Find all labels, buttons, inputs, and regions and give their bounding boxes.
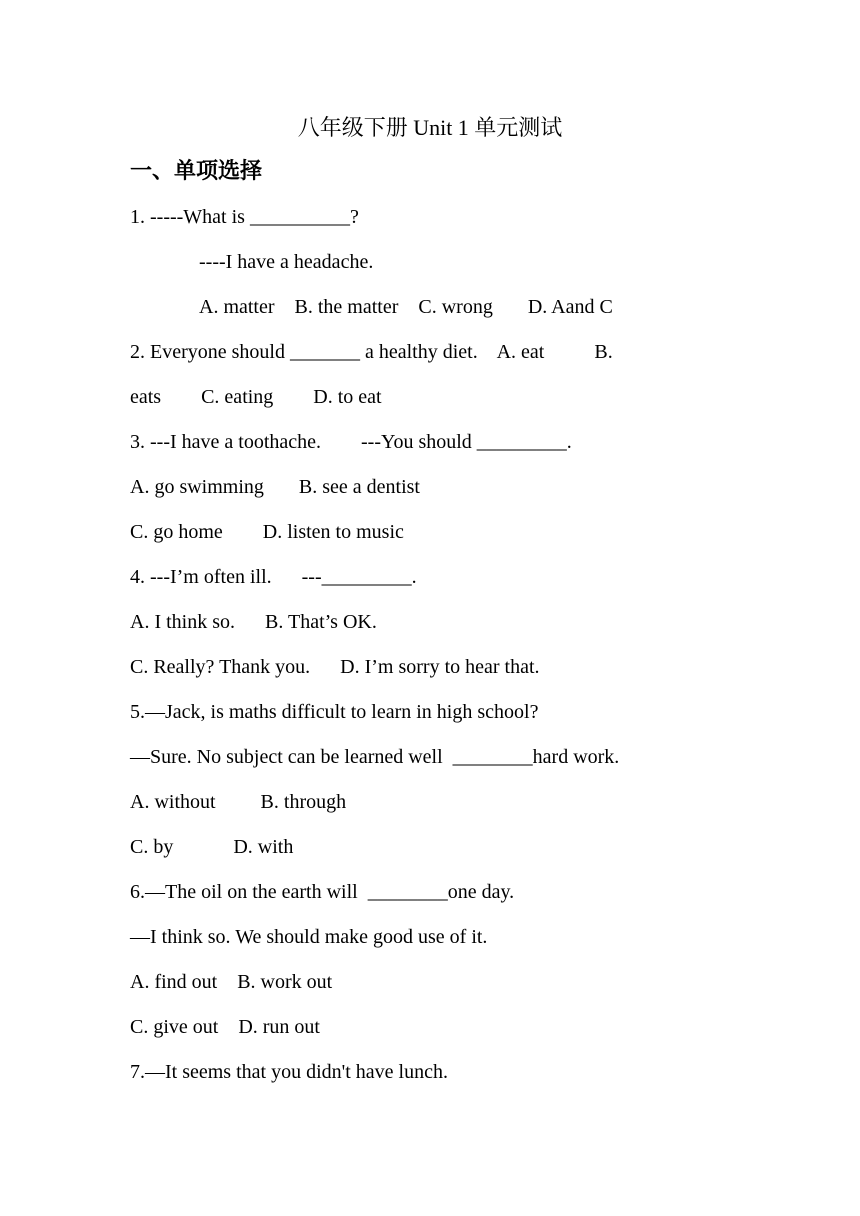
question-6-options-a-b: A. find out B. work out: [130, 971, 333, 993]
question-1-options: A. matter B. the matter C. wrong D. Aand C: [199, 296, 613, 318]
question-4-options-a-b: A. I think so. B. That’s OK.: [130, 611, 377, 633]
question-3-options-a-b: A. go swimming B. see a dentist: [130, 476, 420, 498]
question-1-stem: 1. -----What is __________?: [130, 206, 359, 228]
question-6-options-c-d: C. give out D. run out: [130, 1016, 320, 1038]
question-6-reply: —I think so. We should make good use of it.: [130, 926, 488, 948]
question-2-options: eats C. eating D. to eat: [130, 386, 382, 408]
question-2-stem: 2. Everyone should _______ a healthy diet. A. eat B.: [130, 341, 613, 363]
question-5-options-a-b: A. without B. through: [130, 791, 347, 813]
question-5-reply: —Sure. No subject can be learned well ________hard work.: [130, 746, 620, 768]
question-5-options-c-d: C. by D. with: [130, 836, 294, 858]
question-7-stem: 7.—It seems that you didn't have lunch.: [130, 1061, 448, 1083]
question-3-stem: 3. ---I have a toothache. ---You should _________.: [130, 431, 572, 453]
question-3-options-c-d: C. go home D. listen to music: [130, 521, 404, 543]
question-5-stem: 5.—Jack, is maths difficult to learn in high school?: [130, 701, 539, 723]
question-6-stem: 6.—The oil on the earth will ________one day.: [130, 881, 515, 903]
question-4-options-c-d: C. Really? Thank you. D. I’m sorry to hear that.: [130, 656, 540, 678]
question-4-stem: 4. ---I’m often ill. ---_________.: [130, 566, 417, 588]
page-title: 八年级下册 Unit 1 单元测试: [297, 115, 563, 140]
question-1-reply: ----I have a headache.: [199, 251, 374, 273]
section-heading: 一、单项选择: [130, 159, 263, 184]
